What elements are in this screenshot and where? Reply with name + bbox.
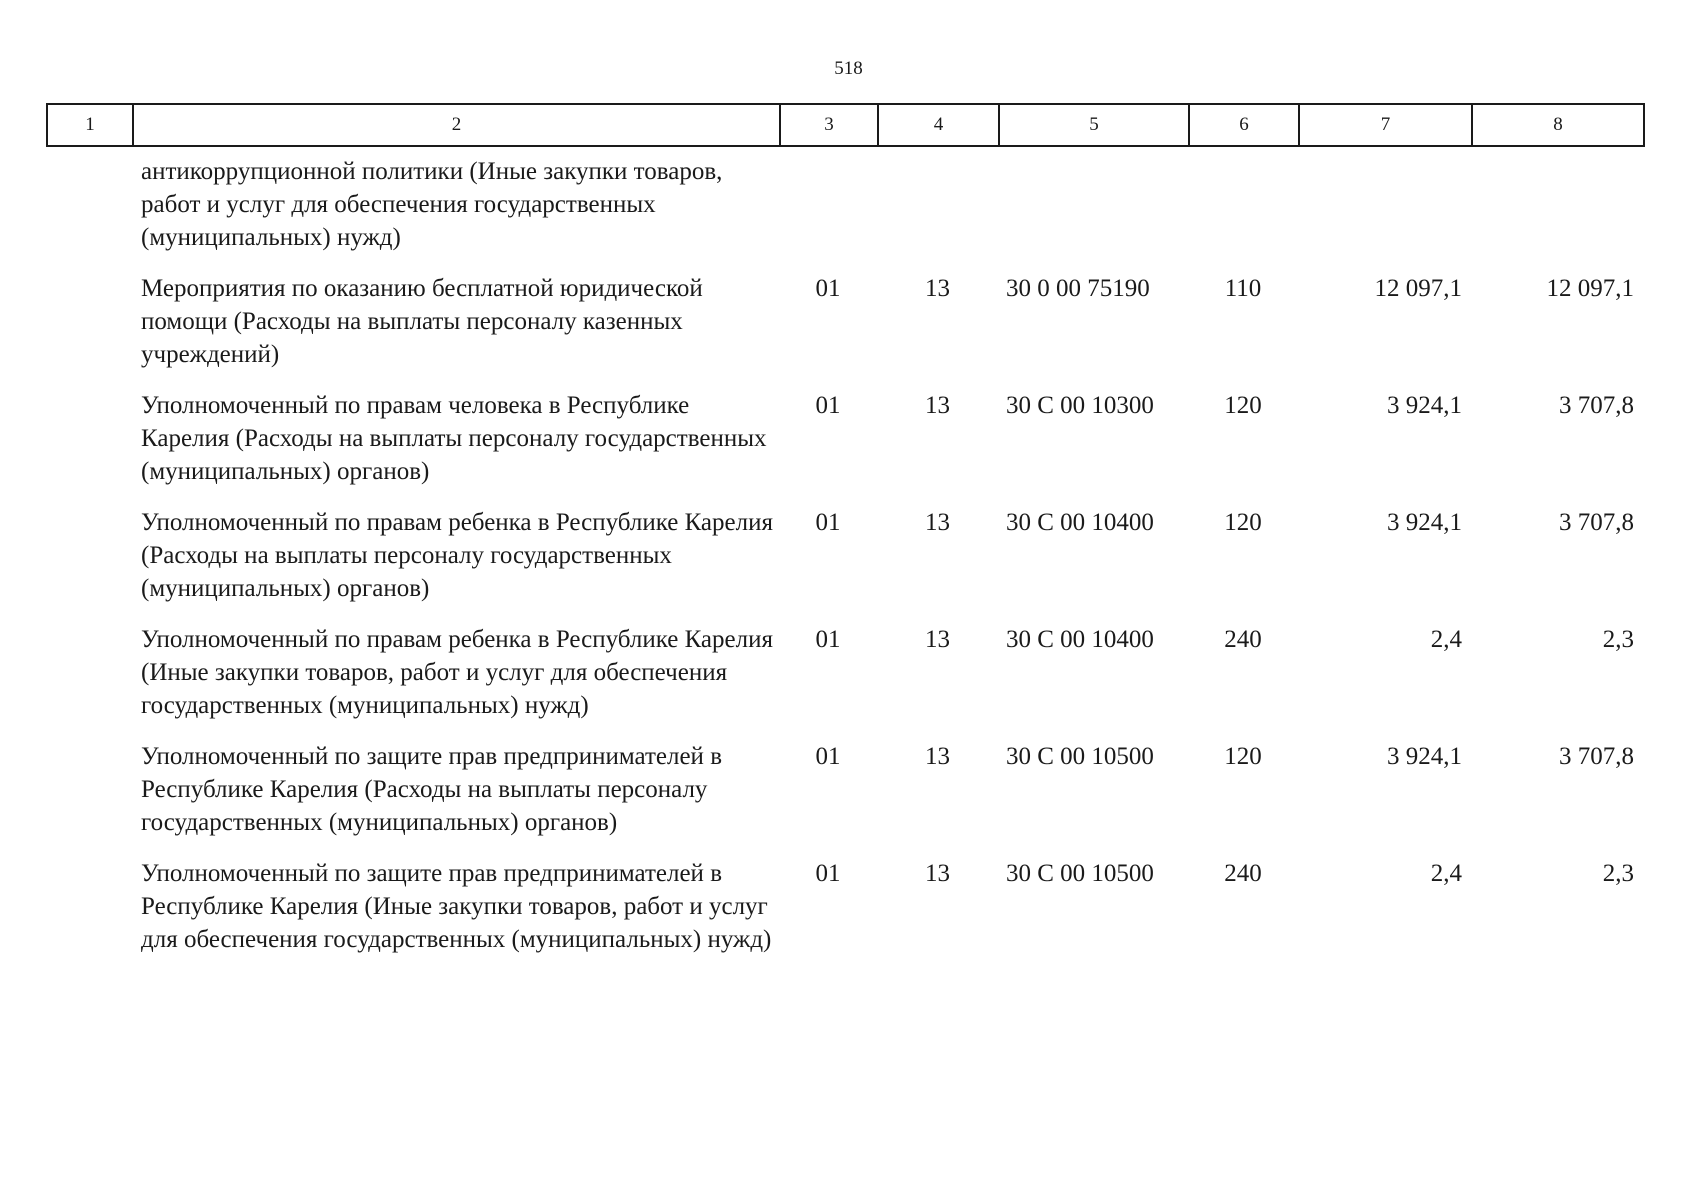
table-row (46, 623, 1643, 740)
table-row (46, 740, 1643, 857)
row-section: 01 (815, 743, 841, 770)
row-target-code: 30 С 00 10300 (1006, 392, 1154, 419)
row-description: Уполномоченный по правам ребенка в Республике Карелия (Расходы на выплаты персоналу государственных (муниципальных) органов) (141, 509, 773, 602)
row-expense-type: 120 (1224, 392, 1262, 419)
row-section: 01 (815, 275, 841, 302)
row-target-code: 30 С 00 10500 (1006, 860, 1154, 887)
row-section: 01 (815, 860, 841, 887)
row-sum-col8: 2,3 (1602, 860, 1634, 887)
row-target-code (998, 155, 1188, 272)
row-sum-col8: 3 707,8 (1559, 743, 1634, 770)
row-description: Уполномоченный по защите прав предпринимателей в Республике Карелия (Иные закупки товаров, работ и услуг для обеспечения государственных (муниципальных) нужд) (141, 860, 772, 953)
row-expense-type: 240 (1224, 860, 1262, 887)
row-index-cell (46, 857, 132, 974)
row-sum-col8: 3 707,8 (1559, 509, 1634, 536)
row-section (779, 155, 877, 272)
header-row (47, 104, 1644, 146)
row-sum-col8: 12 097,1 (1546, 275, 1634, 302)
row-sum-col7: 2,4 (1430, 626, 1462, 653)
header-col-3: 3 (780, 104, 878, 146)
row-subsection: 13 (925, 743, 950, 770)
row-index-cell (46, 623, 132, 740)
row-subsection: 13 (925, 626, 950, 653)
row-expense-type: 240 (1224, 626, 1262, 653)
row-subsection: 13 (925, 509, 950, 536)
row-sum-col7: 12 097,1 (1374, 275, 1462, 302)
row-index-cell (46, 506, 132, 623)
budget-table (46, 155, 1643, 974)
row-sum-col7: 3 924,1 (1387, 509, 1462, 536)
row-subsection (877, 155, 998, 272)
row-sum-col7 (1298, 155, 1471, 272)
row-index-cell (46, 272, 132, 389)
row-subsection: 13 (925, 392, 950, 419)
row-sum-col7: 2,4 (1430, 860, 1462, 887)
header-col-8: 8 (1472, 104, 1644, 146)
table-row (46, 857, 1643, 974)
header-col-4: 4 (878, 104, 999, 146)
row-description: Уполномоченный по правам человека в Республике Карелия (Расходы на выплаты персоналу государственных (муниципальных) органов) (141, 392, 767, 485)
row-index-cell (46, 389, 132, 506)
table-row (46, 389, 1643, 506)
row-description: Уполномоченный по правам ребенка в Республике Карелия (Иные закупки товаров, работ и услуг для обеспечения государственных (муниципальных) нужд) (141, 626, 773, 719)
row-description: антикоррупционной политики (Иные закупки товаров, работ и услуг для обеспечения государственных (муниципальных) нужд) (141, 158, 723, 251)
row-description: Мероприятия по оказанию бесплатной юридической помощи (Расходы на выплаты персоналу казенных учреждений) (141, 275, 703, 368)
header-col-1: 1 (47, 104, 133, 146)
header-col-5: 5 (999, 104, 1189, 146)
row-section: 01 (815, 626, 841, 653)
row-sum-col8: 2,3 (1602, 626, 1634, 653)
row-section: 01 (815, 509, 841, 536)
column-number-header (46, 103, 1645, 147)
row-expense-type: 110 (1224, 275, 1262, 302)
row-expense-type: 120 (1224, 743, 1262, 770)
row-sum-col7: 3 924,1 (1387, 743, 1462, 770)
row-sum-col7: 3 924,1 (1387, 392, 1462, 419)
row-subsection: 13 (925, 275, 950, 302)
row-target-code: 30 0 00 75190 (1006, 275, 1150, 302)
row-subsection: 13 (925, 860, 950, 887)
row-description: Уполномоченный по защите прав предпринимателей в Республике Карелия (Расходы на выплаты персоналу государственных (муниципальных) органов) (141, 743, 722, 836)
table-row (46, 155, 1643, 272)
row-target-code: 30 С 00 10400 (1006, 626, 1154, 653)
row-index-cell (46, 155, 132, 272)
row-target-code: 30 С 00 10500 (1006, 743, 1154, 770)
header-col-6: 6 (1189, 104, 1299, 146)
row-sum-col8 (1471, 155, 1643, 272)
row-sum-col8: 3 707,8 (1559, 392, 1634, 419)
table-row (46, 506, 1643, 623)
row-section: 01 (815, 392, 841, 419)
page-number: 518 (834, 58, 863, 79)
row-index-cell (46, 740, 132, 857)
row-target-code: 30 С 00 10400 (1006, 509, 1154, 536)
row-expense-type: 120 (1224, 509, 1262, 536)
header-col-7: 7 (1299, 104, 1472, 146)
table-row (46, 272, 1643, 389)
row-expense-type (1188, 155, 1298, 272)
header-col-2: 2 (133, 104, 780, 146)
